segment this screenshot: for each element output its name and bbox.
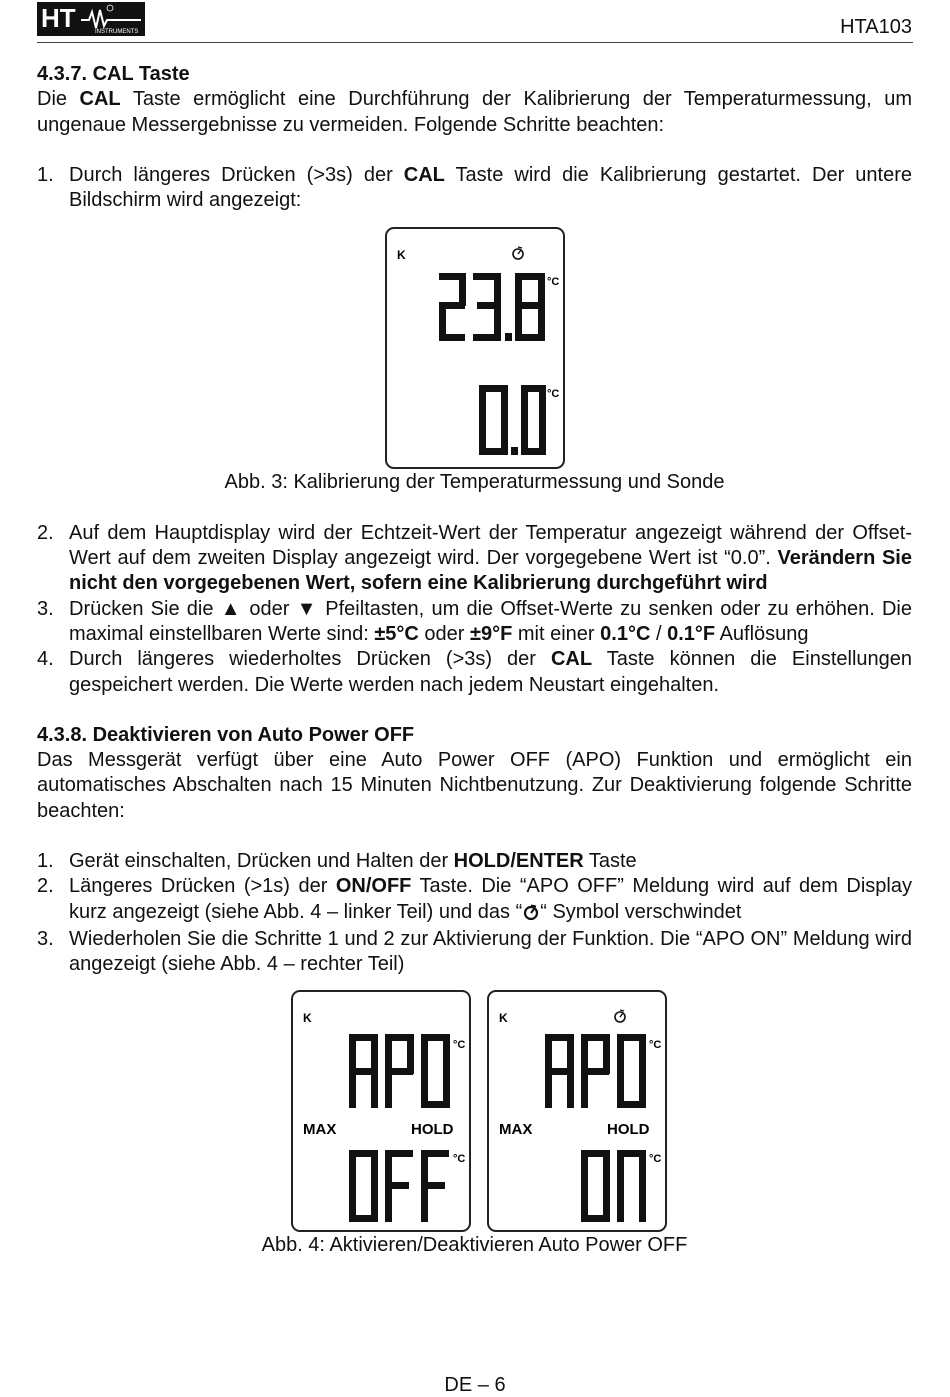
- figure-3: [37, 227, 912, 470]
- svg-text:HOLD: HOLD: [607, 1120, 650, 1138]
- svg-text:°C: °C: [547, 276, 560, 289]
- list-item: 3. Wiederholen Sie die Schritte 1 und 2 zur Aktivierung der Funktion. Die “APO ON” Meldung wird angezeigt (siehe Abb. 4 – rechter Teil): [37, 927, 912, 976]
- cal-steps-part2: [37, 521, 912, 698]
- figure-3-caption: Abb. 3: Kalibrierung der Temperaturmessung und Sonde: [224, 471, 725, 494]
- header-divider: [37, 42, 913, 43]
- svg-text:INSTRUMENTS: INSTRUMENTS: [95, 29, 139, 35]
- sub-value-digits: [479, 385, 546, 455]
- cal-intro: Die CAL Taste ermöglicht eine Durchführung der Kalibrierung der Temperaturmessung, um ungenaue Messergebnisse zu vermeiden. Folgende Schritte beachten:: [37, 88, 912, 136]
- section-title-apo: 4.3.8. Deaktivieren von Auto Power OFF: [37, 723, 415, 746]
- lcd-display-calibration: [385, 227, 565, 469]
- list-item: 3. Drücken Sie die ▲ oder ▼ Pfeiltasten, um die Offset-Werte zu senken oder zu erhöhen. Die maximal einstellbaren Werte sind: ±5°C oder ±9°F mit einer 0.1°C / 0.1°F Auflösung: [37, 597, 912, 645]
- list-item: 1. Gerät einschalten, Drücken und Halten der HOLD/ENTER Taste: [37, 850, 637, 873]
- model-name: HTA103: [840, 16, 912, 38]
- svg-text:°C: °C: [649, 1038, 662, 1051]
- svg-text:°C: °C: [453, 1152, 466, 1165]
- lcd-display-apo-off: [291, 990, 471, 1232]
- section-title-cal: 4.3.7. CAL Taste: [37, 63, 190, 85]
- on-digits: [581, 1150, 646, 1222]
- svg-text:°C: °C: [453, 1038, 466, 1051]
- page-content: [37, 62, 912, 1258]
- svg-text:HOLD: HOLD: [411, 1120, 454, 1138]
- apo-steps: [37, 849, 912, 977]
- apo-digits: [349, 1034, 450, 1108]
- page-number: DE – 6: [444, 1374, 506, 1396]
- svg-text:MAX: MAX: [303, 1120, 337, 1138]
- list-item: 2. Längeres Drücken (>1s) der ON/OFF Taste. Die “APO OFF” Meldung wird auf dem Display kurz angezeigt (siehe Abb. 4 – linker Teil) und das “ “ Symbol verschwindet: [37, 874, 912, 927]
- figure-4: [37, 990, 912, 1233]
- figure-4-caption: Abb. 4: Aktivieren/Deaktivieren Auto Power OFF: [261, 1233, 688, 1256]
- apo-timer-icon: [522, 902, 540, 927]
- timer-icon: [615, 1010, 625, 1022]
- svg-text:HT: HT: [41, 3, 76, 33]
- svg-text:°C: °C: [547, 388, 560, 401]
- list-item: 1. Durch längeres Drücken (>3s) der CAL Taste wird die Kalibrierung gestartet. Der untere Bildschirm wird angezeigt:: [37, 163, 912, 212]
- lcd-display-apo-on: [487, 990, 667, 1232]
- apo-intro: Das Messgerät verfügt über eine Auto Power OFF (APO) Funktion und ermöglicht ein automatisches Abschalten nach 15 Minuten Nichtbenutzung. Zur Deaktivierung folgende Schritte beachten:: [37, 749, 912, 822]
- list-item: 4. Durch längeres wiederholtes Drücken (>3s) der CAL Taste können die Einstellungen gespeichert werden. Die Werte werden nach jedem Neustart eingehalten.: [37, 648, 913, 696]
- svg-text:K: K: [303, 1010, 312, 1025]
- svg-text:°C: °C: [649, 1152, 662, 1165]
- timer-icon: [513, 247, 523, 259]
- svg-text:K: K: [499, 1010, 508, 1025]
- svg-text:K: K: [397, 248, 406, 263]
- main-value-digits: [439, 273, 545, 341]
- apo-digits: [545, 1034, 646, 1108]
- ht-instruments-logo: [37, 2, 145, 36]
- off-digits: [349, 1150, 449, 1222]
- svg-text:MAX: MAX: [499, 1120, 533, 1138]
- list-item: 2. Auf dem Hauptdisplay wird der Echtzeit-Wert der Temperatur angezeigt während der Offset-Wert auf dem zweiten Display angezeigt wird. Der vorgegebene Wert ist “0.0”. Verändern Sie nicht den vorgegebenen Wert, sofern eine Kalibrierung durchgeführt wird: [37, 521, 912, 595]
- cal-steps-part1: [37, 163, 912, 214]
